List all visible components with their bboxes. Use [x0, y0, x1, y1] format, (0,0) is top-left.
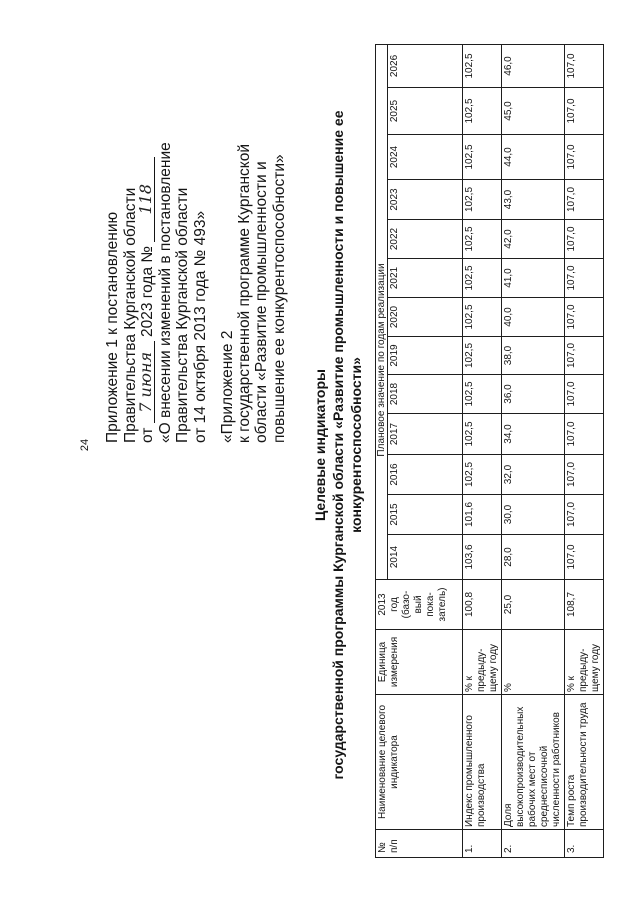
appendix-1-date-line — [136, 142, 157, 443]
row-number: 3. — [565, 830, 604, 858]
indicator-name-line: Доля — [503, 803, 514, 827]
planned-value: 102,5 — [463, 375, 502, 414]
header-indicator-name-line: индикатора — [389, 735, 400, 789]
planned-value: 102,5 — [463, 414, 502, 455]
header-year: 2015 — [388, 495, 463, 535]
indicator-name-line: производительности труда — [578, 702, 589, 827]
header-year: 2016 — [388, 455, 463, 495]
planned-value: 41,0 — [502, 259, 565, 298]
header-unit-line: Единица — [377, 641, 388, 683]
appendix-2-line: к государственной программе Курганской — [236, 144, 254, 443]
planned-value: 102,5 — [463, 44, 502, 87]
appendix-1-line: «О внесении изменений в постановление — [156, 142, 174, 443]
header-base-year-line: вый — [413, 595, 424, 614]
planned-value: 107,0 — [565, 455, 604, 495]
planned-value: 102,5 — [463, 88, 502, 135]
planned-value: 107,0 — [565, 135, 604, 180]
indicator-name-line: Индекс промышленного — [464, 715, 475, 827]
date-suffix: 2023 года № — [139, 246, 157, 337]
header-number — [376, 830, 463, 858]
planned-value: 107,0 — [565, 535, 604, 580]
table-row — [502, 44, 565, 857]
indicator-name-line: Темп роста — [566, 774, 577, 827]
planned-value: 45,0 — [502, 88, 565, 135]
indicator-name-line: среднесписочной — [539, 745, 550, 827]
header-base-year-line: пока- — [425, 592, 436, 617]
planned-value: 107,0 — [565, 88, 604, 135]
planned-value: 107,0 — [565, 220, 604, 259]
base-year-value: 100,8 — [463, 580, 502, 630]
unit-line: щему году — [488, 643, 499, 692]
document-title — [311, 0, 365, 890]
planned-value: 42,0 — [502, 220, 565, 259]
planned-value: 102,5 — [463, 220, 502, 259]
planned-value: 102,5 — [463, 337, 502, 375]
appendix-1-line: Приложение 1 к постановлению — [104, 211, 121, 443]
title-line: конкурентоспособности» — [348, 357, 364, 533]
appendix-2-block — [219, 144, 288, 443]
header-base-year-line: затель) — [437, 587, 448, 622]
header-year: 2018 — [388, 375, 463, 414]
base-year-value: 25,0 — [502, 580, 565, 630]
row-number: 1. — [463, 830, 502, 858]
planned-value: 40,0 — [502, 298, 565, 337]
indicator-name — [463, 695, 502, 830]
appendix-1-line: от 14 октября 2013 года № 493» — [191, 210, 209, 443]
planned-value: 102,5 — [463, 259, 502, 298]
appendix-1-line: Правительства Курганской области — [174, 187, 192, 443]
unit-line: % — [503, 683, 514, 692]
unit-line: % к — [566, 675, 577, 692]
appendix-1-block — [104, 142, 210, 443]
header-base-year — [376, 580, 463, 630]
header-base-year-line: 2013 — [377, 593, 388, 616]
planned-value: 107,0 — [565, 414, 604, 455]
planned-value: 46,0 — [502, 44, 565, 87]
planned-value: 32,0 — [502, 455, 565, 495]
appendix-1-line: Правительства Курганской области — [121, 187, 139, 443]
header-year: 2026 — [388, 44, 463, 87]
planned-value: 102,5 — [463, 455, 502, 495]
unit-line: предыду- — [476, 648, 487, 692]
indicator-name-line: производства — [476, 763, 487, 827]
planned-value: 107,0 — [565, 337, 604, 375]
header-base-year-line: (базо- — [401, 590, 412, 619]
header-indicator-name — [376, 695, 463, 830]
handwritten-date: 7 июня — [136, 351, 156, 413]
date-prefix: от — [139, 427, 157, 443]
table-row — [565, 44, 604, 857]
planned-value: 107,0 — [565, 375, 604, 414]
header-year: 2025 — [388, 88, 463, 135]
indicator-name-line: рабочих мест от — [527, 751, 538, 827]
unit-of-measure — [565, 630, 604, 695]
base-year-value: 108,7 — [565, 580, 604, 630]
planned-value: 43,0 — [502, 180, 565, 220]
indicator-name — [502, 695, 565, 830]
appendix-2-line: области «Развитие промышленности и — [253, 161, 271, 443]
header-indicator-name-line: Наименование целевого — [377, 704, 388, 820]
header-year: 2017 — [388, 414, 463, 455]
planned-value: 36,0 — [502, 375, 565, 414]
planned-value: 38,0 — [502, 337, 565, 375]
planned-value: 103,6 — [463, 535, 502, 580]
header-unit — [376, 630, 463, 695]
planned-value: 102,5 — [463, 180, 502, 220]
planned-value: 107,0 — [565, 298, 604, 337]
unit-of-measure — [502, 630, 565, 695]
header-year: 2024 — [388, 135, 463, 180]
header-row — [376, 44, 388, 857]
planned-value: 107,0 — [565, 180, 604, 220]
planned-value: 34,0 — [502, 414, 565, 455]
header-year: 2020 — [388, 298, 463, 337]
header-year: 2023 — [388, 180, 463, 220]
planned-value: 107,0 — [565, 44, 604, 87]
table-row — [463, 44, 502, 857]
target-indicators-table — [375, 44, 604, 858]
planned-value: 28,0 — [502, 535, 565, 580]
row-number: 2. — [502, 830, 565, 858]
header-number-line: п/п — [389, 839, 400, 853]
header-year: 2014 — [388, 535, 463, 580]
handwritten-number: 118 — [136, 183, 156, 215]
header-year: 2022 — [388, 220, 463, 259]
handwritten-number-field — [136, 157, 156, 242]
header-base-year-line: год — [389, 597, 400, 612]
title-line: государственной программы Курганской области «Развитие промышленности и повышение ее — [330, 110, 346, 780]
planned-value: 30,0 — [502, 495, 565, 535]
planned-value: 107,0 — [565, 495, 604, 535]
header-planned-values: Плановое значение по годам реализации — [376, 44, 388, 579]
unit-line: щему году — [590, 643, 601, 692]
title-line: Целевые индикаторы — [312, 369, 328, 521]
header-number-line: № — [377, 842, 388, 853]
unit-of-measure — [463, 630, 502, 695]
planned-value: 101,6 — [463, 495, 502, 535]
indicator-name-line: высокопроизводительных — [515, 706, 526, 827]
handwritten-date-field — [136, 341, 156, 423]
header-unit-line: измерения — [389, 636, 400, 688]
appendix-2-line: «Приложение 2 — [219, 330, 236, 443]
planned-value: 102,5 — [463, 298, 502, 337]
planned-value: 107,0 — [565, 259, 604, 298]
header-year: 2019 — [388, 337, 463, 375]
indicator-name-line: численности работников — [551, 712, 562, 827]
header-year: 2021 — [388, 259, 463, 298]
planned-value: 102,5 — [463, 135, 502, 180]
appendix-2-line: повышение ее конкурентоспособности» — [270, 154, 288, 443]
planned-value: 44,0 — [502, 135, 565, 180]
unit-line: предыду- — [578, 648, 589, 692]
unit-line: % к — [464, 675, 475, 692]
page-number: 24 — [79, 438, 91, 452]
indicator-name — [565, 695, 604, 830]
